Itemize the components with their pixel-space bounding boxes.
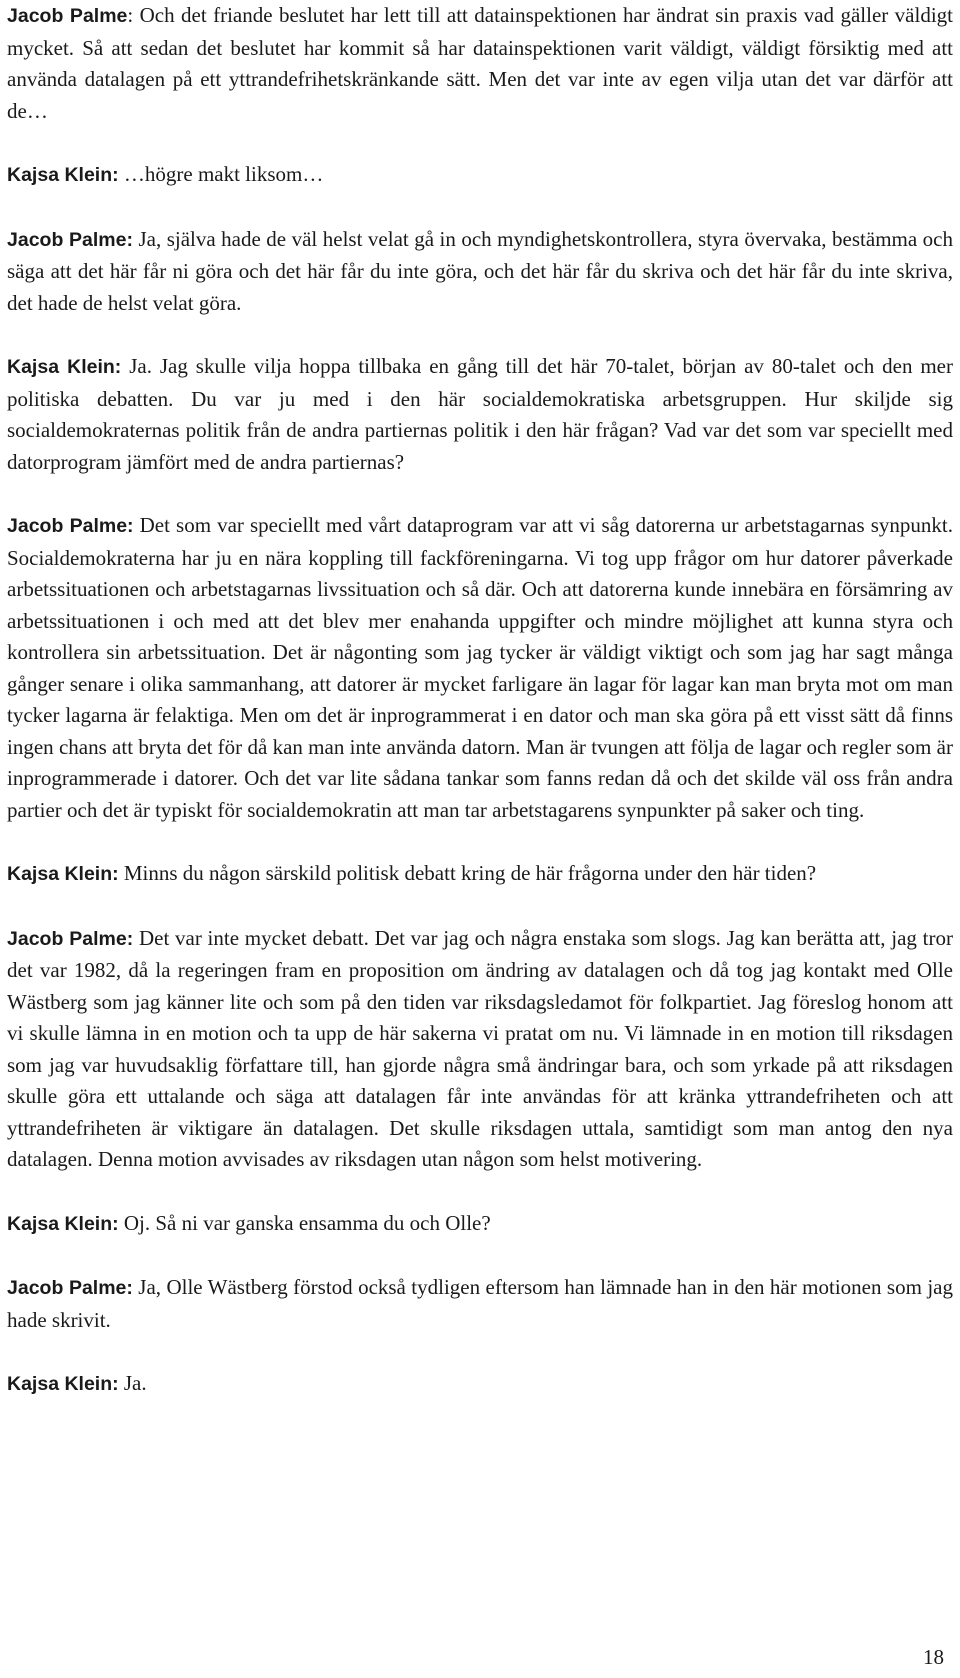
turn-text: Oj. Så ni var ganska ensamma du och Olle? bbox=[118, 1210, 491, 1235]
turn-text: …högre makt liksom… bbox=[118, 162, 324, 186]
speaker-name: Kajsa Klein: bbox=[7, 1212, 119, 1235]
turn-text: Det som var speciellt med vårt dataprogram var att vi såg datorerna ur arbetstagarnas synpunkt. Socialdemokraterna har ju en nära koppling till fackföreningarna. Vi tog upp frågor om hur datorer påverkade arbetssituationen och arbetstagarnas livssituation och så där. Och att datorerna kunde innebära en försämring av arbetssituationen i och med att det blev mer enahanda uppgifter och mindre möjlighet att kunna styra och kontrollera sin arbetssituation. Det är någonting som jag tycker är väldigt viktigt och som jag har sagt många gånger senare i olika sammanhang, att datorer är mycket farligare än lagar för lagar kan man bryta mot om man tycker lagarna är felaktiga. Men om det är inprogrammerat i en dator och man ska göra på ett visst sätt då finns ingen chans att bryta det för då kan man inte använda datorn. Man är tvungen att följa de lagar och regler som är inprogrammerade i datorer. Och det var lite sådana tankar som fanns redan då och det skilde väl oss från andra partier och det är typiskt för socialdemokratin att man tar arbetstagarens synpunkter på saker och ting. bbox=[7, 513, 953, 822]
turn-text: Ja, själva hade de väl helst velat gå in och myndighetskontrollera, styra övervaka, bestämma och säga att det här får ni göra och det här får du inte göra, och det här får du skriva och det här får du inte skriva, det hade de helst velat göra. bbox=[7, 226, 953, 315]
transcript-turn bbox=[7, 224, 953, 320]
turn-text: Minns du någon särskild politisk debatt kring de här frågorna under den här tiden? bbox=[118, 861, 817, 885]
transcript-page bbox=[7, 0, 953, 1401]
transcript-turn bbox=[7, 1272, 953, 1336]
transcript-turn bbox=[7, 159, 953, 192]
transcript-turn bbox=[7, 1208, 953, 1241]
speaker-name: Jacob Palme: bbox=[7, 228, 133, 251]
transcript-turn bbox=[7, 858, 953, 891]
page-number: 18 bbox=[923, 1645, 944, 1669]
transcript-turn bbox=[7, 0, 953, 127]
transcript-turn bbox=[7, 923, 953, 1176]
speaker-name: Kajsa Klein: bbox=[7, 1373, 119, 1395]
speaker-name: Jacob Palme: bbox=[7, 927, 134, 950]
turn-text: : Och det friande beslutet har lett till att datainspektionen har ändrat sin praxis vad gäller väldigt mycket. Så att sedan det beslutet har kommit så har datainspektionen varit väldigt, väldigt försiktig med att använda datalagen på ett yttrandefrihetskränkande sätt. Men det var inte av egen vilja utan det var därför att de… bbox=[7, 3, 953, 123]
turn-text: Ja. Jag skulle vilja hoppa tillbaka en gång till det här 70-talet, början av 80-talet och den mer politiska debatten. Du var ju med i den här socialdemokratiska arbetsgruppen. Hur skiljde sig socialdemokraternas politik från de andra partiernas politik i den här frågan? Vad var det som var speciellt med datorprogram jämfört med de andra partiernas? bbox=[7, 354, 953, 474]
speaker-name: Kajsa Klein: bbox=[7, 164, 119, 186]
transcript-turn bbox=[7, 351, 953, 478]
speaker-name: Kajsa Klein: bbox=[7, 863, 119, 885]
turn-text: Det var inte mycket debatt. Det var jag och några enstaka som slogs. Jag kan berätta att, jag tror det var 1982, då la regeringen fram en proposition om ändring av datalagen och då tog jag kontakt med Olle Wästberg som jag känner lite och som på den tiden var riksdagsledamot för folkpartiet. Jag föreslog honom att vi skulle lämna in en motion och ta upp de här sakerna vi pratat om nu. Vi lämnade in en motion till riksdagen som jag var huvudsaklig författare till, han gjorde några små ändringar bara, och som yrkade på att riksdagen skulle göra ett uttalande och säga att datalagen får inte användas för att kränka yttrandefriheten och att yttrandefriheten är viktigare än datalagen. Det skulle riksdagen uttala, samtidigt som man antog den nya datalagen. Denna motion avvisades av riksdagen utan någon som helst motivering. bbox=[7, 925, 953, 1171]
transcript-turn bbox=[7, 1368, 953, 1401]
speaker-name: Jacob Palme bbox=[7, 5, 128, 27]
speaker-name: Jacob Palme: bbox=[7, 515, 134, 537]
transcript-turn bbox=[7, 510, 953, 826]
speaker-name: Kajsa Klein: bbox=[7, 356, 122, 378]
speaker-name: Jacob Palme: bbox=[7, 1277, 133, 1299]
turn-text: Ja. bbox=[118, 1371, 147, 1395]
turn-text: Ja, Olle Wästberg förstod också tydligen eftersom han lämnade han in den här motionen som jag hade skrivit. bbox=[7, 1275, 953, 1332]
